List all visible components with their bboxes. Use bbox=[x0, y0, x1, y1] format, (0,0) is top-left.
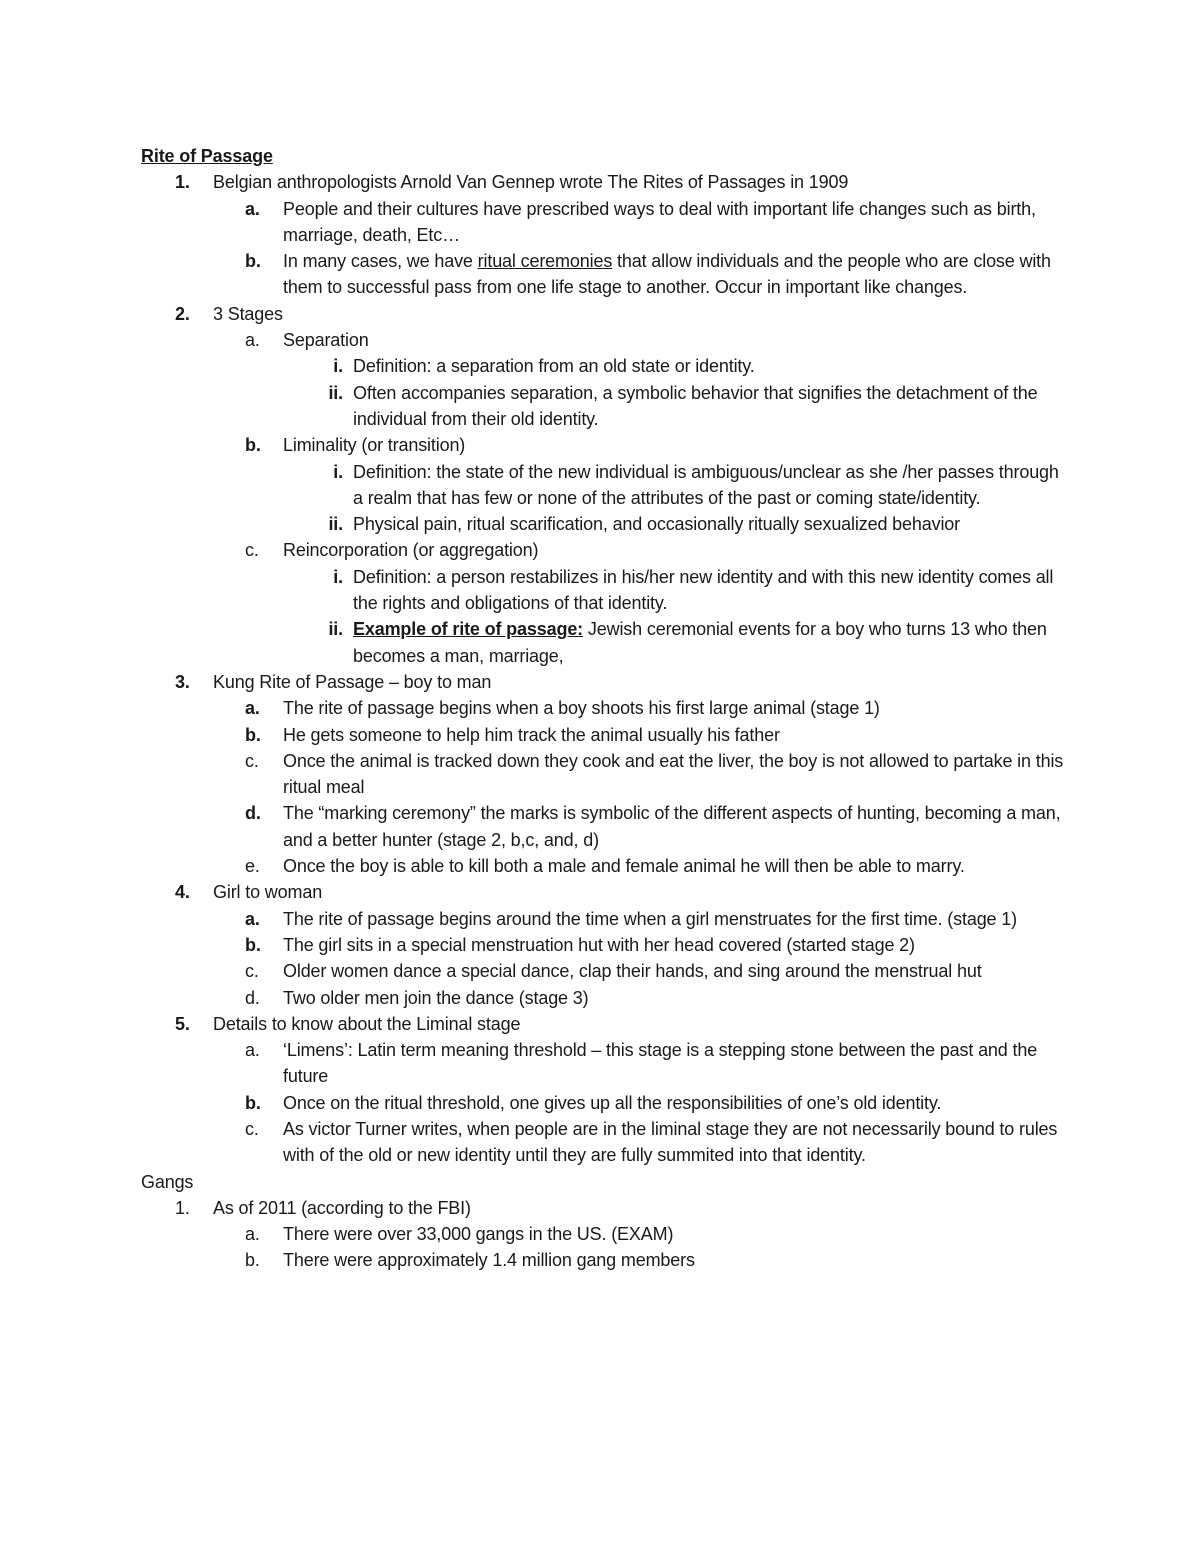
list-marker: a. bbox=[245, 330, 260, 351]
list-item-text: There were approximately 1.4 million gang members bbox=[283, 1250, 695, 1271]
list-item-text: Separation bbox=[283, 330, 369, 351]
list-item-text: Often accompanies separation, a symbolic behavior that signifies the detachment of the individual from their old identity. bbox=[353, 382, 1038, 429]
list-item-2b-ii bbox=[141, 511, 1071, 537]
list-item-text: 3 Stages bbox=[213, 303, 283, 324]
list-marker: c. bbox=[245, 750, 259, 771]
list-item-1a bbox=[141, 196, 1071, 249]
list-item-text: Definition: a separation from an old state or identity. bbox=[353, 356, 755, 377]
list-marker: i. bbox=[333, 566, 343, 587]
section-title-rite-of-passage: Rite of Passage bbox=[141, 146, 273, 166]
list-item-text: The girl sits in a special menstruation hut with her head covered (started stage 2) bbox=[283, 934, 915, 955]
list-item-2c-ii bbox=[141, 616, 1071, 669]
list-item-text: The rite of passage begins when a boy shoots his first large animal (stage 1) bbox=[283, 698, 880, 719]
list-marker: 3. bbox=[175, 671, 190, 692]
list-item-text: Once the animal is tracked down they cook and eat the liver, the boy is not allowed to partake in this ritual meal bbox=[283, 750, 1064, 798]
list-item-3d bbox=[141, 800, 1071, 853]
list-marker: a. bbox=[245, 1040, 260, 1061]
list-item-text-post: that allow individuals and the people who are close with them to successful pass from one life stage to another. Occur in important like changes. bbox=[283, 251, 1051, 298]
list-marker: b. bbox=[245, 435, 261, 456]
list-item-text: Physical pain, ritual scarification, and occasionally ritually sexualized behavior bbox=[353, 514, 961, 535]
list-item-text: Two older men join the dance (stage 3) bbox=[283, 987, 589, 1008]
list-marker: a. bbox=[245, 198, 260, 219]
list-item-text: Jewish ceremonial events for a boy who turns 13 who then becomes a man, marriage, bbox=[353, 619, 1047, 666]
list-marker: 1. bbox=[175, 172, 190, 193]
list-item-text: There were over 33,000 gangs in the US. (EXAM) bbox=[283, 1224, 674, 1245]
list-item-gangs-1b bbox=[141, 1247, 1071, 1273]
list-item-text: Once on the ritual threshold, one gives up all the responsibilities of one’s old identity. bbox=[283, 1092, 942, 1113]
underlined-term: ritual ceremonies bbox=[477, 251, 613, 272]
list-item-gangs-1a bbox=[141, 1221, 1071, 1247]
list-marker: 2. bbox=[175, 303, 190, 324]
list-item-2c bbox=[141, 537, 1071, 563]
list-item-text: Details to know about the Liminal stage bbox=[213, 1013, 521, 1034]
list-item-text: He gets someone to help him track the animal usually his father bbox=[283, 724, 780, 745]
list-marker: d. bbox=[245, 803, 261, 824]
list-item-4b bbox=[141, 932, 1071, 958]
list-marker: b. bbox=[245, 1092, 261, 1113]
list-item-2b bbox=[141, 432, 1071, 458]
list-marker: d. bbox=[245, 987, 260, 1008]
list-item-text: Girl to woman bbox=[213, 882, 323, 903]
list-item-2b-i bbox=[141, 459, 1071, 512]
list-marker: 4. bbox=[175, 882, 190, 903]
list-item-3 bbox=[141, 669, 1071, 695]
list-item-3e bbox=[141, 853, 1071, 879]
list-item-text-pre: In many cases, we have bbox=[283, 251, 478, 272]
list-item-text: People and their cultures have prescribed ways to deal with important life changes such as birth, marriage, death, Etc… bbox=[283, 198, 1036, 245]
list-item-2a bbox=[141, 327, 1071, 353]
list-marker: c. bbox=[245, 961, 259, 982]
list-item-text: Reincorporation (or aggregation) bbox=[283, 540, 539, 561]
list-marker: c. bbox=[245, 1118, 259, 1139]
list-item-text: Definition: the state of the new individual is ambiguous/unclear as she /her passes through a realm that has few or none of the attributes of the past or coming state/identity. bbox=[353, 461, 1059, 508]
list-item-text: Belgian anthropologists Arnold Van Gennep wrote The Rites of Passages in 1909 bbox=[213, 172, 849, 193]
list-marker: e. bbox=[245, 856, 260, 877]
list-marker: 1. bbox=[175, 1197, 190, 1218]
list-item-5b bbox=[141, 1090, 1071, 1116]
list-marker: i. bbox=[333, 356, 343, 377]
list-item-text: The rite of passage begins around the time when a girl menstruates for the first time. (stage 1) bbox=[283, 908, 1017, 929]
document-body bbox=[141, 143, 1071, 1274]
list-item-1b bbox=[141, 248, 1071, 301]
list-item-4a bbox=[141, 906, 1071, 932]
list-item-4d bbox=[141, 985, 1071, 1011]
example-label: Example of rite of passage: bbox=[353, 619, 584, 640]
list-item-5 bbox=[141, 1011, 1071, 1037]
list-item-1 bbox=[141, 169, 1071, 195]
list-item-text: The “marking ceremony” the marks is symbolic of the different aspects of hunting, becoming a man, and a better hunter (stage 2, b,c, and, d) bbox=[283, 803, 1061, 850]
list-item-text: ‘Limens’: Latin term meaning threshold – this stage is a stepping stone between the past and the future bbox=[283, 1040, 1038, 1087]
list-marker: b. bbox=[245, 251, 261, 272]
list-marker: a. bbox=[245, 1224, 260, 1245]
list-marker: b. bbox=[245, 724, 261, 745]
list-item-5c bbox=[141, 1116, 1071, 1169]
list-item-text: Definition: a person restabilizes in his/her new identity and with this new identity comes all the rights and obligations of that identity. bbox=[353, 566, 1054, 614]
list-marker: ii. bbox=[328, 619, 343, 640]
list-marker: b. bbox=[245, 1250, 260, 1271]
list-marker: ii. bbox=[328, 382, 343, 403]
list-item-text: Once the boy is able to kill both a male and female animal he will then be able to marry. bbox=[283, 856, 965, 877]
list-item-text: Kung Rite of Passage – boy to man bbox=[213, 671, 492, 692]
list-marker: a. bbox=[245, 698, 260, 719]
list-marker: i. bbox=[333, 461, 343, 482]
list-item-3c bbox=[141, 748, 1071, 801]
list-item-2c-i bbox=[141, 564, 1071, 617]
list-item-4c bbox=[141, 958, 1071, 984]
list-item-text: Liminality (or transition) bbox=[283, 435, 466, 456]
list-marker: c. bbox=[245, 540, 259, 561]
list-item-2a-ii bbox=[141, 380, 1071, 433]
list-marker: 5. bbox=[175, 1013, 190, 1034]
list-item-4 bbox=[141, 879, 1071, 905]
list-item-text: Older women dance a special dance, clap their hands, and sing around the menstrual hut bbox=[283, 961, 982, 982]
list-item-3b bbox=[141, 722, 1071, 748]
list-item-2a-i bbox=[141, 353, 1071, 379]
list-item-3a bbox=[141, 695, 1071, 721]
list-item-text: As victor Turner writes, when people are in the liminal stage they are not necessarily bound to rules with of the old or new identity until they are fully summited into that identity. bbox=[283, 1118, 1058, 1166]
list-marker: b. bbox=[245, 934, 261, 955]
section-title-gangs: Gangs bbox=[141, 1171, 194, 1192]
list-item-text: As of 2011 (according to the FBI) bbox=[213, 1197, 471, 1218]
list-marker: ii. bbox=[328, 514, 343, 535]
list-item-2 bbox=[141, 301, 1071, 327]
list-item-5a bbox=[141, 1037, 1071, 1090]
list-item-gangs-1 bbox=[141, 1195, 1071, 1221]
list-marker: a. bbox=[245, 908, 260, 929]
